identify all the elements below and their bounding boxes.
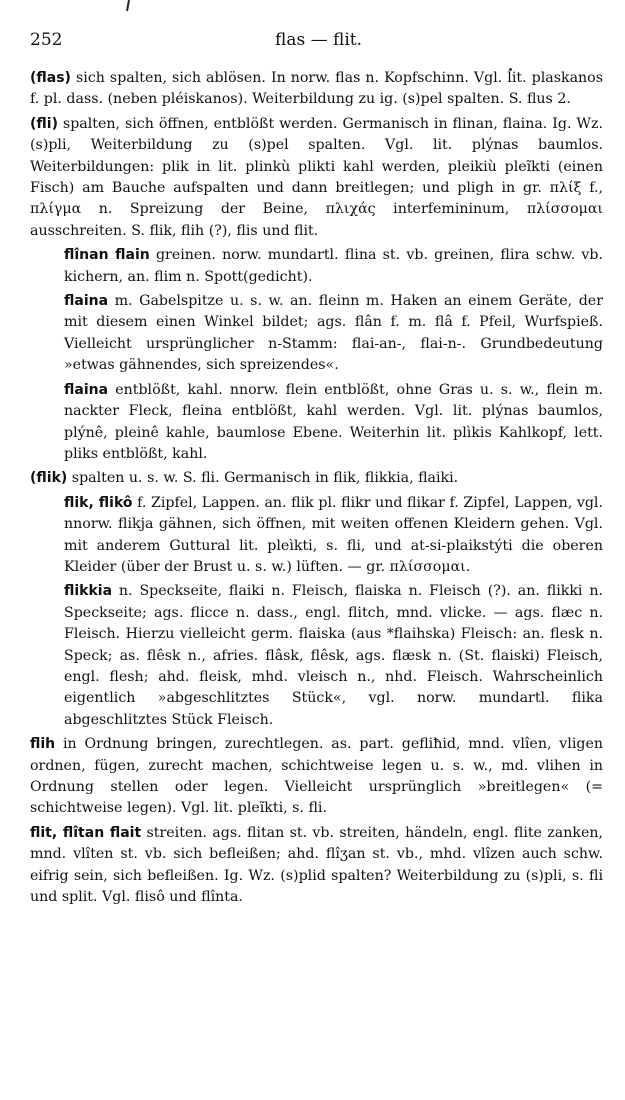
entry-text: n. Speckseite, flaiki n. Fleisch, flaiska n. Fleisch (?). an. flikki n. Speckseite; ags. flicce n. dass., engl. flitch, mnd. vlicke. — ags. flæc n. Fleisch. Hierzu vielleicht germ. flaiska (aus *flaihska) Fleisch: an. flesk n. Speck; as. flêsk n., afries. flâsk, flêsk, ags. flæsk n. (St. flaiski) Fleisch, engl. flesh; ahd. fleisk, mhd. vleisch n., nhd. Fleisch. Wahrscheinlich eigentlich »abgeschlitztes Stück«, vgl. norw. mundartl. flika abgeschlitztes Stück Fleisch. bbox=[64, 583, 603, 728]
headword: (fli) bbox=[30, 115, 58, 132]
running-title: flas — flit. bbox=[274, 30, 363, 50]
page-header bbox=[30, 30, 607, 54]
entry-text: streiten. ags. flitan st. vb. streiten, händeln, engl. flite zanken, mnd. vlîten st. vb. sich befleißen; ahd. flîʒan st. vb., mhd. vlîzen auch schw. eifrig sein, sich befleißen. Ig. Wz. (s)plid spalten? Weiterbildung zu (s)pli, s. fli und split. Vgl. flisô und flînta. bbox=[30, 824, 603, 906]
headword: flikkia bbox=[64, 583, 113, 600]
sub-entry bbox=[64, 581, 603, 731]
entry bbox=[30, 114, 603, 242]
sub-entry bbox=[64, 380, 603, 466]
entry-text: sich spalten, sich ablösen. In norw. flas n. Kopfschinn. Vgl. lit. plaskanos f. pl. dass. (neben pléiskanos). Weiterbildung zu ig. (s)pel spalten. S. flus 2. bbox=[30, 70, 603, 108]
entry-text: entblößt, kahl. nnorw. flein entblößt, ohne Gras u. s. w., flein m. nackter Fleck, fleina entblößt, kahl werden. Vgl. lit. plýnas baumlos, plýnê, pleinê kahle, baumlose Ebene. Weiterhin lit. plìkis Kahlkopf, lett. pliks entblößt, kahl. bbox=[64, 381, 603, 462]
sub-entry bbox=[64, 493, 603, 579]
headword: flaina bbox=[64, 381, 109, 398]
entry-text: m. Gabelspitze u. s. w. an. fleinn m. Haken an einem Geräte, der mit diesem einen Winkel bildet; ags. flân f. m. flâ f. Pfeil, Wurfspieß. Vielleicht ursprünglicher n-Stamm: flai-an-, flai-n-. Grundbedeutung »etwas gähnendes, sich spreizendes«. bbox=[64, 293, 603, 374]
headword: flik, flikô bbox=[64, 494, 133, 511]
headword: (flas) bbox=[30, 70, 71, 86]
headword: flih bbox=[30, 736, 56, 753]
headword: flit, flîtan flait bbox=[30, 824, 142, 841]
entry bbox=[30, 734, 603, 820]
entry bbox=[30, 68, 603, 111]
dictionary-text bbox=[30, 68, 603, 911]
headword: flaina bbox=[64, 293, 109, 310]
entry-text: spalten, sich öffnen, entblößt werden. Germanisch in flinan, flaina. Ig. Wz. (s)pli, Weiterbildung zu (s)pel spalten. Vgl. lit. plýnas baumlos. Weiterbildungen: plik in lit. plinkù plikti kahl werden, pleikiù pleĩkti (einen Fisch) am Bauche aufspalten und dann breitlegen; und pligh in gr. πλίξ f., πλίγμα n. Spreizung der Beine, πλιχάς interfemininum, πλίσσομαι ausschreiten. S. flik, flih (?), flis und flit. bbox=[30, 115, 603, 239]
entry-text: in Ordnung bringen, zurechtlegen. as. part. gefliħid, mnd. vlîen, vligen ordnen, fügen, zurecht machen, schichtweise legen u. s. w., md. vlihen in Ordnung stellen oder legen. Vielleicht ursprünglich »breitlegen« (= schichtweise legen). Vgl. lit. pleĩkti, s. fli. bbox=[30, 736, 603, 817]
entry-text: spalten u. s. w. S. fli. Germanisch in flik, flikkia, flaiki. bbox=[67, 470, 459, 487]
entry bbox=[30, 468, 603, 489]
page-number: 252 bbox=[30, 30, 63, 50]
headword: (flik) bbox=[30, 470, 68, 487]
stray-mark bbox=[126, 0, 130, 11]
entry-text: greinen. norw. mundartl. flina st. vb. greinen, flira schw. vb. kichern, an. flim n. Spott(gedicht). bbox=[64, 247, 603, 285]
sub-entry bbox=[64, 245, 603, 288]
headword: flînan flain bbox=[64, 247, 150, 264]
entry-text: f. Zipfel, Lappen. an. flik pl. flikr und flikar f. Zipfel, Lappen, vgl. nnorw. flikja gähnen, sich öffnen, mit weiten offenen Kleidern gehen. Vgl. mit anderem Guttural lit. pleìkti, s. fli, und at-si-plaikstýti die oberen Kleider (über der Brust u. s. w.) lüften. — gr. πλίσσομαι. bbox=[64, 494, 603, 575]
sub-entry bbox=[64, 291, 603, 377]
entry bbox=[30, 823, 603, 909]
